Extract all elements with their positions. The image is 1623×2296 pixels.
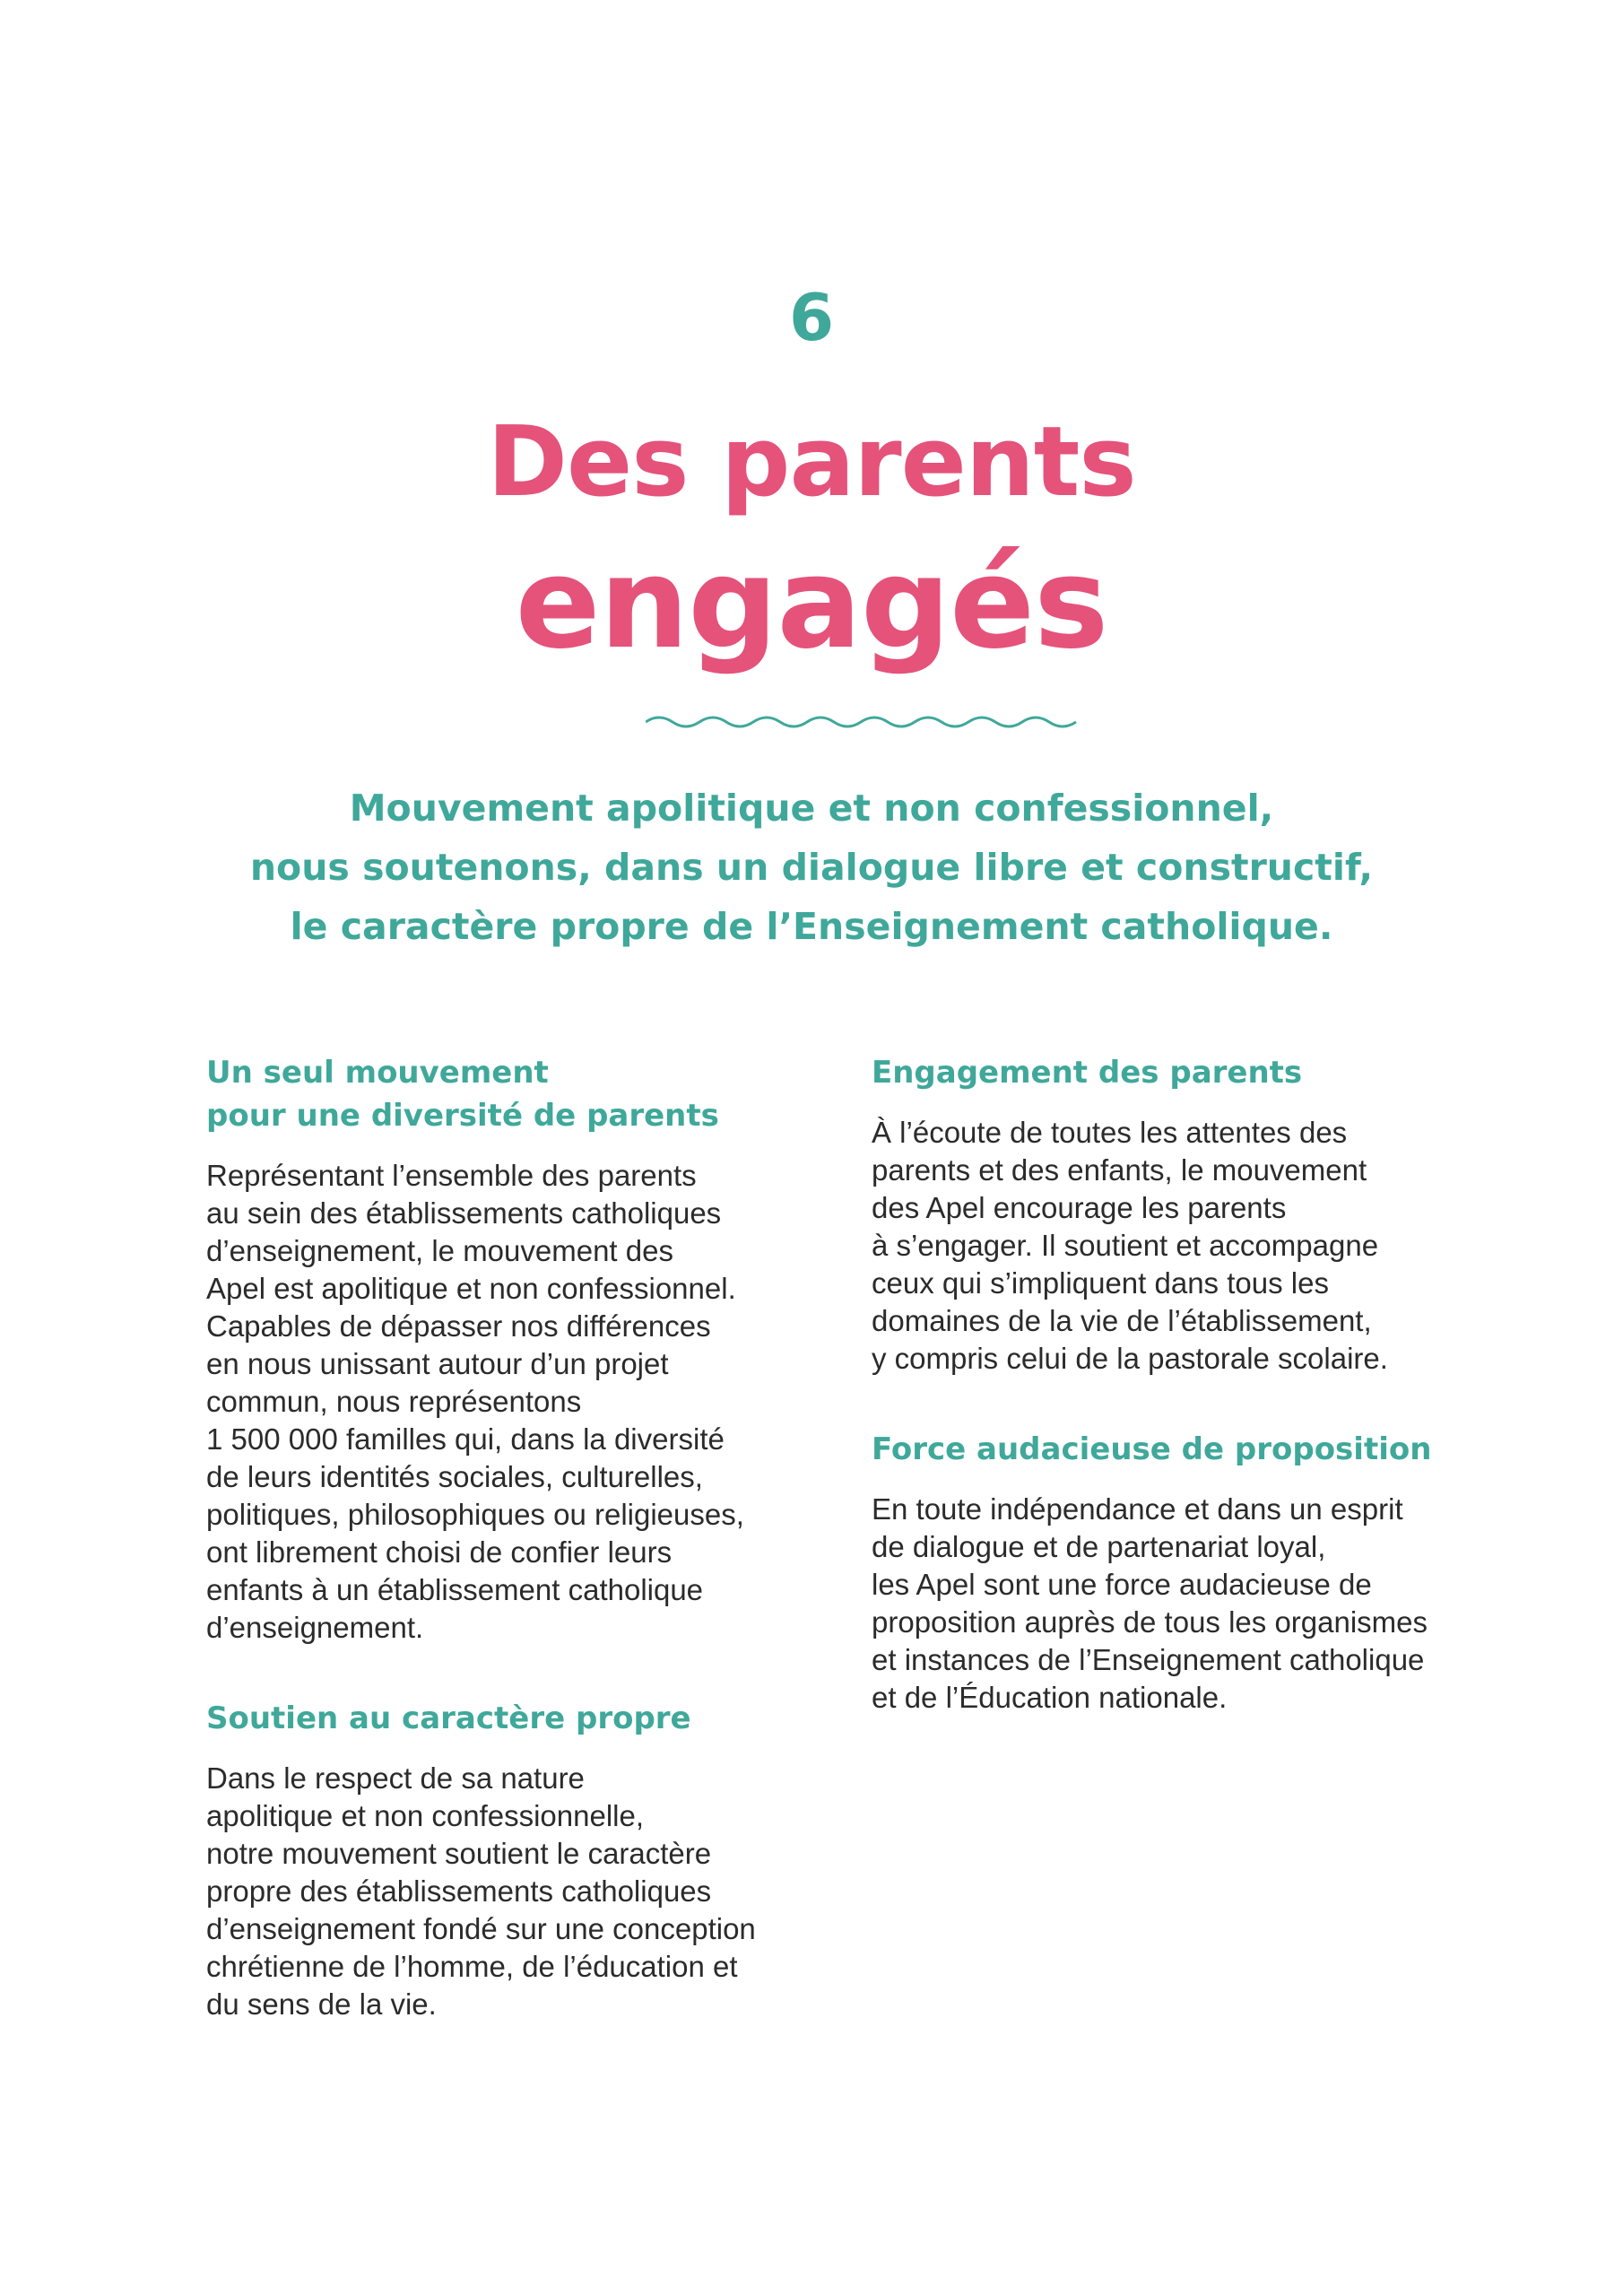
body-line: les Apel sont une force audacieuse de [872,1568,1372,1601]
body-line: ceux qui s’impliquent dans tous les [872,1266,1329,1300]
body-line: 1 500 000 familles qui, dans la diversité [206,1422,725,1456]
section-heading [872,1051,1499,1094]
body-line: propre des établissements catholiques [206,1874,712,1908]
heading-line: Force audacieuse de proposition [872,1431,1432,1467]
intro-line: nous soutenons, dans un dialogue libre et constructif, [249,846,1374,889]
body-line: Capables de dépasser nos différences [206,1309,711,1343]
section-body [872,1114,1499,1378]
right-column [872,1051,1499,1717]
body-line: apolitique et non confessionnelle, [206,1799,645,1832]
body-line: Représentant l’ensemble des parents [206,1159,697,1192]
body-line: En toute indépendance et dans un esprit [872,1492,1403,1526]
chapter-number: 6 [788,280,835,355]
section-body [206,1760,816,2023]
chapter-title-line-2: engagés [515,531,1108,677]
section-un-seul-mouvement [206,1051,816,1647]
body-line: en nous unissant autour d’un projet [206,1347,669,1380]
section-force-audacieuse [872,1428,1499,1717]
body-line: ont librement choisi de confier leurs [206,1535,673,1569]
section-heading [206,1697,816,1740]
heading-line: Soutien au caractère propre [206,1700,691,1736]
body-line: chrétienne de l’homme, de l’éducation et [206,1950,738,1983]
section-heading [206,1051,816,1137]
body-line: d’enseignement, le mouvement des [206,1234,673,1267]
body-line: domaines de la vie de l’établissement, [872,1304,1372,1337]
section-engagement-parents [872,1051,1499,1378]
body-line: Apel est apolitique et non confessionnel. [206,1272,736,1305]
heading-line: Un seul mouvement [206,1055,549,1091]
heading-line: pour une diversité de parents [206,1098,719,1134]
body-line: enfants à un établissement catholique [206,1573,704,1606]
wave-divider [646,709,1085,735]
body-line: y compris celui de la pastorale scolaire. [872,1342,1388,1375]
body-line: Dans le respect de sa nature [206,1761,585,1795]
section-body [206,1157,816,1647]
body-line: de dialogue et de partenariat loyal, [872,1530,1326,1563]
body-line: proposition auprès de tous les organismes [872,1605,1428,1639]
wave-line [646,718,1076,726]
body-line: d’enseignement. [206,1611,424,1644]
chapter-title-line-1: Des parents [487,406,1136,518]
body-line: et de l’Éducation nationale. [872,1681,1228,1714]
body-line: politiques, philosophiques ou religieuses, [206,1498,744,1531]
intro-statement [0,778,1623,956]
body-line: de leurs identités sociales, culturelles, [206,1460,703,1493]
intro-line: le caractère propre de l’Enseignement catholique. [290,905,1333,948]
body-line: parents et des enfants, le mouvement [872,1153,1367,1187]
left-column [206,1051,816,2023]
body-line: et instances de l’Enseignement catholique [872,1643,1425,1676]
body-line: commun, nous représentons [206,1385,582,1418]
body-line: d’enseignement fondé sur une conception [206,1912,756,1945]
body-line: des Apel encourage les parents [872,1191,1287,1224]
body-line: À l’écoute de toutes les attentes des [872,1116,1348,1149]
body-line: notre mouvement soutient le caractère [206,1837,712,1870]
body-line: au sein des établissements catholiques [206,1196,722,1230]
section-heading [872,1428,1499,1471]
intro-line: Mouvement apolitique et non confessionnel, [349,787,1274,830]
body-line: à s’engager. Il soutient et accompagne [872,1229,1379,1262]
section-body [872,1491,1499,1717]
body-line: du sens de la vie. [206,1987,437,2021]
heading-line: Engagement des parents [872,1055,1303,1091]
section-soutien-caractere-propre [206,1697,816,2023]
